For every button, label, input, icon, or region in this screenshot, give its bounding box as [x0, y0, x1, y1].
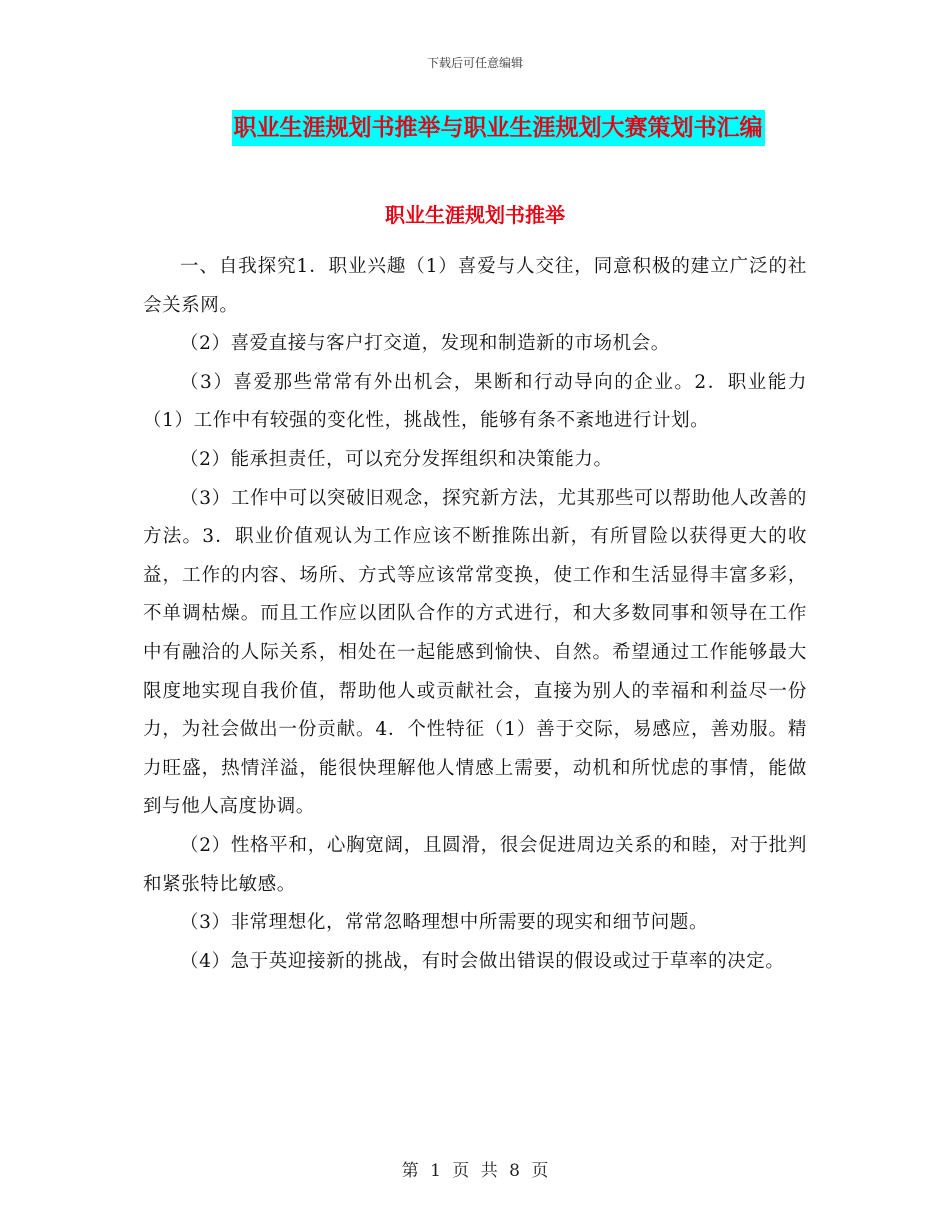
document-title: 职业生涯规划书推举与职业生涯规划大赛策划书汇编	[232, 110, 765, 146]
header-note: 下载后可任意编辑	[426, 56, 523, 70]
body-paragraph: （2）性格平和，心胸宽阔，且圆滑，很会促进周边关系的和睦，对于批判和紧张特比敏感。	[143, 834, 807, 895]
body-paragraph: （3）喜爱那些常常有外出机会，果断和行动导向的企业。2．职业能力（1）工作中有较强的变化性，挑战性，能够有条不紊地进行计划。	[143, 371, 807, 432]
section-title: 职业生涯规划书推举	[385, 203, 565, 227]
page-number-footer: 第 1 页 共 8 页	[401, 1161, 549, 1181]
body-paragraph: 一、自我探究1．职业兴趣（1）喜爱与人交往，同意积极的建立广泛的社会关系网。	[143, 256, 807, 316]
body-paragraph: （2）喜爱直接与客户打交道，发现和制造新的市场机会。	[180, 333, 670, 355]
body-paragraph: （3）工作中可以突破旧观念，探究新方法，尤其那些可以帮助他人改善的方法。3．职业价值观认为工作应该不断推陈出新，有所冒险以获得更大的收益，工作的内容、场所、方式等应该常常变换，使工作和生活显得丰富多彩，不单调枯燥。而且工作应以团队合作的方式进行，和大多数同事和领导在工作中有融洽的人际关系，相处在一起能感到愉快、自然。希望通过工作能够最大限度地实现自我价值，帮助他人或贡献社会，直接为别人的幸福和利益尽一份力，为社会做出一份贡献。4．个性特征（1）善于交际，易感应，善劝服。精力旺盛，热情洋溢，能很快理解他人情感上需要，动机和所忧虑的事情，能做到与他人高度协调。	[143, 487, 807, 818]
body-paragraph: （2）能承担责任，可以充分发挥组织和决策能力。	[180, 448, 613, 470]
document-body	[143, 248, 807, 981]
document-title-container	[0, 110, 950, 146]
body-paragraph: （3）非常理想化，常常忽略理想中所需要的现实和细节问题。	[180, 912, 709, 934]
body-paragraph: （4）急于英迎接新的挑战，有时会做出错误的假设或过于草率的决定。	[180, 950, 785, 972]
